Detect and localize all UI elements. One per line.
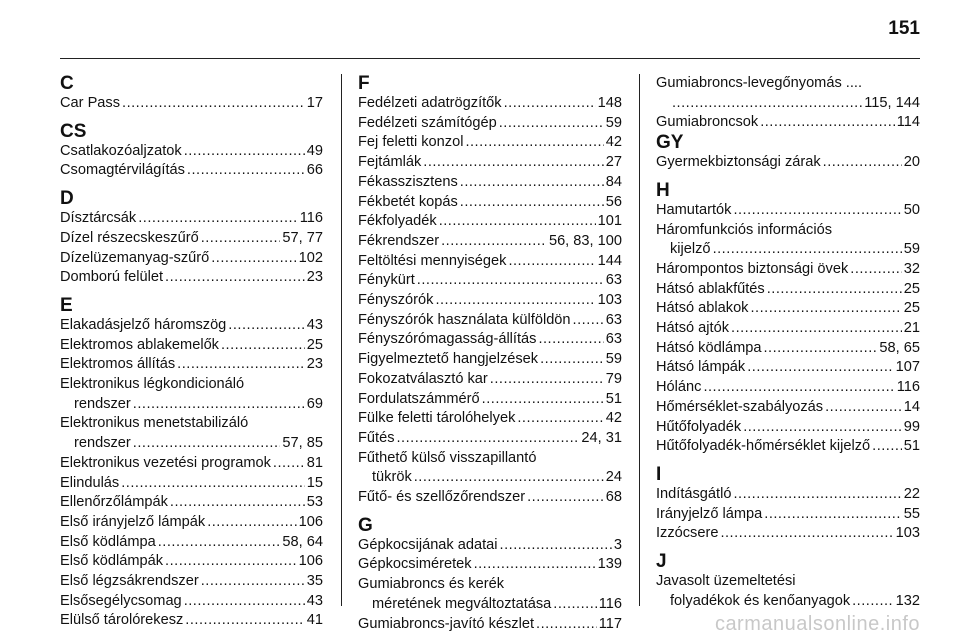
- index-entry-page: 116: [598, 595, 622, 612]
- index-entry: [358, 311, 622, 331]
- index-entry-label: Gumiabroncsok: [656, 114, 759, 131]
- index-entry-label: Dízelüzemanyag-szűrő: [60, 249, 210, 266]
- index-entry-page: 43: [306, 592, 323, 609]
- index-entry-page: 42: [605, 134, 622, 151]
- dot-leader: [767, 280, 902, 300]
- index-entry: [60, 355, 323, 375]
- dot-leader: [536, 615, 597, 635]
- index-entry: [60, 229, 323, 249]
- index-letter-heading: GY: [656, 132, 684, 154]
- index-entry: [656, 398, 920, 418]
- index-entry: [60, 592, 323, 612]
- index-entry-label: Fülke feletti tárolóhelyek: [358, 410, 516, 427]
- index-entry-label: Fűthető külső visszapillantó: [358, 449, 537, 466]
- index-entry-label: Indításgátló: [656, 485, 732, 502]
- index-entry: [656, 505, 920, 525]
- dot-leader: [499, 114, 604, 134]
- dot-leader: [273, 454, 305, 474]
- index-entry-label: Hőmérséklet-szabályozás: [656, 398, 824, 415]
- index-entry: [358, 390, 622, 410]
- index-entry: [358, 575, 622, 614]
- index-entry-page: 101: [597, 213, 622, 230]
- index-entry: [656, 113, 920, 133]
- dot-leader: [852, 592, 894, 612]
- index-entry-page: 115, 144: [864, 94, 920, 111]
- index-entry-page: 116: [299, 210, 323, 227]
- index-entry-label: Elektronikus menetstabilizáló: [60, 415, 249, 432]
- dot-leader: [763, 339, 877, 359]
- index-entry: [656, 74, 920, 113]
- index-entry-label: folyadékok és kenőanyagok: [670, 592, 851, 609]
- index-entry-page: 103: [895, 525, 920, 542]
- index-entry-page: 63: [605, 272, 622, 289]
- index-entry-page: 58, 64: [282, 533, 323, 550]
- index-entry-page: 132: [895, 592, 920, 609]
- dot-leader: [122, 94, 305, 114]
- index-entry-label: Feltöltési mennyiségek: [358, 252, 507, 269]
- index-entry: [656, 201, 920, 221]
- index-column-1: [60, 74, 323, 631]
- dot-leader: [207, 513, 296, 533]
- index-entry-page: 66: [306, 162, 323, 179]
- index-entry-label: Elsősegélycsomag: [60, 592, 182, 609]
- index-entry: [358, 232, 622, 252]
- dot-leader: [121, 474, 305, 494]
- dot-leader: [490, 370, 604, 390]
- index-entry: [358, 555, 622, 575]
- dot-leader: [185, 611, 304, 631]
- index-entry: [358, 133, 622, 153]
- index-entry: [358, 330, 622, 350]
- index-entry-label: Gumiabroncs és kerék: [358, 576, 504, 593]
- dot-leader: [825, 398, 902, 418]
- index-entry-page: 84: [605, 173, 622, 190]
- dot-leader: [750, 299, 901, 319]
- dot-leader: [201, 229, 281, 249]
- index-entry: [60, 316, 323, 336]
- index-entry-label: Dízel részecskeszűrő: [60, 229, 199, 246]
- index-entry-label: Fűtés: [358, 429, 395, 446]
- index-entry-label: Első irányjelző lámpák: [60, 513, 206, 530]
- index-entry-page: 63: [605, 331, 622, 348]
- index-entry-page: 25: [903, 280, 920, 297]
- dot-leader: [500, 536, 612, 556]
- index-entry: [358, 212, 622, 232]
- dot-leader: [850, 260, 902, 280]
- index-entry-page: 144: [597, 252, 622, 269]
- index-entry: [358, 271, 622, 291]
- dot-leader: [527, 488, 604, 508]
- index-entry: [656, 299, 920, 319]
- index-entry: [358, 429, 622, 449]
- index-entry: [656, 572, 920, 611]
- index-entry-page: 57, 85: [282, 435, 323, 452]
- index-entry-label: Fényszórók: [358, 292, 434, 309]
- index-entry-page: 51: [903, 438, 920, 455]
- index-letter-heading: J: [656, 551, 667, 573]
- index-entry-label: Elektronikus légkondicionáló: [60, 376, 245, 393]
- index-entry-label: Fedélzeti adatrögzítők: [358, 95, 502, 111]
- dot-leader: [720, 524, 893, 544]
- index-entry-label: Fordulatszámmérő: [358, 390, 480, 407]
- index-entry: [656, 437, 920, 457]
- index-entry: [358, 252, 622, 272]
- index-entry: [656, 378, 920, 398]
- index-entry: [60, 209, 323, 229]
- dot-leader: [760, 113, 895, 133]
- index-entry-page: 139: [597, 556, 622, 573]
- index-entry-page: 50: [903, 201, 920, 218]
- index-entry-page: 22: [903, 485, 920, 502]
- index-entry-label: Fényszórók használata külföldön: [358, 311, 571, 328]
- index-letter-heading: CS: [60, 120, 87, 142]
- index-entry-page: 20: [903, 154, 920, 171]
- index-entry-page: 21: [903, 320, 920, 337]
- index-entry: [656, 485, 920, 505]
- index-entry-page: 49: [306, 142, 323, 159]
- index-entry-label: Irányjelző lámpa: [656, 505, 763, 522]
- index-entry: [60, 454, 323, 474]
- index-entry-page: 56: [605, 193, 622, 210]
- index-entry-page: 17: [306, 95, 323, 111]
- dot-leader: [397, 429, 580, 449]
- index-entry-page: 148: [597, 95, 622, 111]
- index-entry-page: 99: [903, 418, 920, 435]
- dot-leader: [184, 142, 305, 162]
- index-entry-label: Fékrendszer: [358, 232, 440, 249]
- index-entry: [358, 536, 622, 556]
- index-entry-page: 53: [306, 494, 323, 511]
- index-entry-label: Hátsó ködlámpa: [656, 339, 762, 356]
- index-entry: [60, 572, 323, 592]
- index-entry-page: 23: [306, 269, 323, 286]
- index-letter-heading: F: [358, 73, 370, 94]
- index-entry-page: 69: [306, 395, 323, 412]
- index-letter-heading: I: [656, 463, 662, 485]
- dot-leader: [165, 552, 297, 572]
- watermark: carmanualsonline.info: [714, 613, 920, 635]
- dot-leader: [228, 316, 304, 336]
- index-entry: [60, 94, 323, 114]
- dot-leader: [417, 271, 604, 291]
- index-entry-label: Hátsó ablakfűtés: [656, 280, 765, 297]
- index-entry-label: Hárompontos biztonsági övek: [656, 260, 849, 277]
- dot-leader: [423, 153, 604, 173]
- index-entry: [60, 375, 323, 414]
- index-entry-page: 24, 31: [581, 429, 622, 446]
- index-entry-label: Csatlakozóaljzatok: [60, 142, 182, 159]
- index-entry: [60, 142, 323, 162]
- index-entry-page: 42: [605, 410, 622, 427]
- index-column-3: [656, 74, 920, 611]
- index-entry-page: 25: [903, 300, 920, 317]
- index-entry-label: Gumiabroncs-javító készlet: [358, 615, 535, 632]
- index-entry: [60, 493, 323, 513]
- dot-leader: [517, 409, 603, 429]
- dot-leader: [743, 418, 902, 438]
- index-entry-label: Domború felület: [60, 269, 164, 286]
- column-divider: [639, 74, 640, 606]
- index-entry-page: 32: [903, 260, 920, 277]
- dot-leader: [465, 133, 603, 153]
- index-entry: [358, 193, 622, 213]
- index-entry-page: 79: [605, 370, 622, 387]
- index-entry-label: Gyermekbiztonsági zárak: [656, 154, 821, 171]
- dot-leader: [414, 468, 604, 488]
- index-letter-heading: E: [60, 294, 73, 316]
- index-entry-page: 15: [306, 474, 323, 491]
- index-entry: [656, 319, 920, 339]
- index-entry-page: 23: [306, 356, 323, 373]
- index-entry: [358, 153, 622, 173]
- index-letter-heading: C: [60, 73, 74, 94]
- index-entry: [60, 336, 323, 356]
- index-entry: [60, 611, 323, 631]
- dot-leader: [460, 173, 604, 193]
- index-entry-label: Elülső tárolórekesz: [60, 612, 184, 629]
- index-entry-page: 27: [605, 154, 622, 171]
- index-entry-page: 63: [605, 311, 622, 328]
- dot-leader: [177, 355, 305, 375]
- index-entry: [358, 173, 622, 193]
- index-entry-page: 51: [605, 390, 622, 407]
- index-letter-heading: D: [60, 188, 74, 210]
- index-entry-label: Első ködlámpa: [60, 533, 156, 550]
- index-entry: [656, 358, 920, 378]
- index-entry: [656, 280, 920, 300]
- index-entry: [60, 533, 323, 553]
- dot-leader: [201, 572, 305, 592]
- index-entry: [60, 474, 323, 494]
- index-entry-page: 56, 83, 100: [548, 232, 622, 249]
- index-entry-label: Fokozatválasztó kar: [358, 370, 488, 387]
- index-entry-label: Fej feletti konzol: [358, 134, 464, 151]
- index-entry: [358, 114, 622, 134]
- index-entry-page: 116: [896, 379, 920, 396]
- index-entry-label: Fékfolyadék: [358, 213, 437, 230]
- index-entry: [358, 409, 622, 429]
- dot-leader: [703, 378, 894, 398]
- dot-leader: [133, 434, 281, 454]
- dot-leader: [508, 252, 595, 272]
- index-entry: [656, 260, 920, 280]
- index-entry: [358, 94, 622, 114]
- index-entry-label: Gépkocsiméretek: [358, 556, 472, 573]
- index-entry-label: Figyelmeztető hangjelzések: [358, 351, 539, 368]
- dot-leader: [133, 395, 305, 415]
- index-entry-label: kijelző: [670, 241, 711, 258]
- dot-leader: [872, 437, 902, 457]
- index-entry-label: Javasolt üzemeltetési: [656, 573, 796, 590]
- index-entry: [60, 249, 323, 269]
- index-column-2: [358, 74, 622, 634]
- index-entry-label: Háromfunkciós információs: [656, 221, 832, 238]
- index-entry-page: 14: [903, 398, 920, 415]
- dot-leader: [538, 330, 603, 350]
- dot-leader: [573, 311, 604, 331]
- index-entry-label: Fénykürt: [358, 272, 415, 289]
- index-entry-label: Fékasszisztens: [358, 173, 458, 190]
- index-entry-label: Hamutartók: [656, 201, 732, 218]
- index-entry: [60, 513, 323, 533]
- index-entry-page: 81: [306, 454, 323, 471]
- page-number: 151: [888, 18, 920, 39]
- dot-leader: [187, 161, 305, 181]
- index-entry-label: Hátsó ablakok: [656, 300, 749, 317]
- index-entry-page: 43: [306, 316, 323, 333]
- index-letter-heading: H: [656, 179, 670, 201]
- dot-leader: [504, 94, 596, 114]
- dot-leader: [184, 592, 305, 612]
- dot-leader: [211, 249, 296, 269]
- index-entry-label: Hólánc: [656, 379, 702, 396]
- index-entry-page: 24: [605, 469, 622, 486]
- index-entry: [358, 615, 622, 635]
- dot-leader: [482, 390, 604, 410]
- index-entry-label: rendszer: [74, 395, 131, 412]
- index-entry-label: Elektromos ablakemelők: [60, 336, 219, 353]
- dot-leader: [823, 153, 902, 173]
- index-entry-label: Hátsó ajtók: [656, 320, 730, 337]
- index-entry-page: 25: [306, 336, 323, 353]
- index-entry: [60, 268, 323, 288]
- index-entry: [358, 291, 622, 311]
- index-entry-label: Első ködlámpák: [60, 553, 164, 570]
- index-entry: [358, 488, 622, 508]
- index-entry-label: Elakadásjelző háromszög: [60, 316, 227, 333]
- index-entry: [60, 552, 323, 572]
- index-entry-page: 114: [896, 114, 920, 131]
- index-entry: [60, 161, 323, 181]
- dot-leader: [165, 268, 305, 288]
- dot-leader: [460, 193, 604, 213]
- index-entry-label: méretének megváltoztatása: [372, 595, 552, 612]
- dot-leader: [474, 555, 596, 575]
- index-entry-page: 102: [298, 249, 323, 266]
- dot-leader: [540, 350, 604, 370]
- index-entry-label: Elektromos állítás: [60, 356, 176, 373]
- dot-leader: [441, 232, 547, 252]
- index-entry: [358, 370, 622, 390]
- index-entry-page: 117: [598, 615, 622, 632]
- dot-leader: [731, 319, 902, 339]
- index-entry: [358, 449, 622, 488]
- index-entry-page: 59: [605, 351, 622, 368]
- index-entry-page: 59: [903, 241, 920, 258]
- dot-leader: [733, 485, 901, 505]
- index-entry-label: Dísztárcsák: [60, 210, 137, 227]
- index-entry-page: 59: [605, 114, 622, 131]
- index-entry-label: Fedélzeti számítógép: [358, 114, 497, 131]
- dot-leader: [747, 358, 893, 378]
- index-entry-label: Csomagtérvilágítás: [60, 162, 185, 179]
- index-entry-page: 3: [613, 536, 622, 553]
- dot-leader: [138, 209, 298, 229]
- index-entry: [358, 350, 622, 370]
- index-entry-label: Hátsó lámpák: [656, 359, 746, 376]
- index-entry-page: 41: [306, 612, 323, 629]
- index-entry: [656, 153, 920, 173]
- index-entry-label: Hűtőfolyadék: [656, 418, 742, 435]
- dot-leader: [672, 94, 862, 114]
- index-entry-label: Hűtőfolyadék-hőmérséklet kijelző: [656, 438, 871, 455]
- dot-leader: [764, 505, 902, 525]
- index-entry-page: 35: [306, 573, 323, 590]
- index-entry-label: Elindulás: [60, 474, 120, 491]
- index-entry: [656, 418, 920, 438]
- index-entry-label: Fékbetét kopás: [358, 193, 458, 210]
- index-entry-label: Gumiabroncs-levegőnyomás ....: [656, 75, 863, 91]
- index-entry-page: 55: [903, 505, 920, 522]
- column-divider: [341, 74, 342, 606]
- index-entry-label: rendszer: [74, 435, 131, 452]
- index-entry-label: tükrök: [372, 469, 412, 486]
- index-entry: [656, 339, 920, 359]
- index-entry-page: 57, 77: [282, 229, 323, 246]
- dot-leader: [435, 291, 595, 311]
- index-entry-label: Car Pass: [60, 95, 121, 111]
- dot-leader: [733, 201, 901, 221]
- dot-leader: [170, 493, 305, 513]
- header-rule: [60, 58, 920, 59]
- index-entry-label: Izzócsere: [656, 525, 719, 542]
- index-entry-label: Gépkocsijának adatai: [358, 536, 498, 553]
- index-entry: [656, 524, 920, 544]
- index-entry: [656, 221, 920, 260]
- dot-leader: [439, 212, 596, 232]
- index-entry-page: 68: [605, 489, 622, 506]
- index-entry-label: Első légzsákrendszer: [60, 573, 199, 590]
- index-entry-label: Fűtő- és szellőzőrendszer: [358, 489, 526, 506]
- index-entry-page: 58, 65: [879, 339, 920, 356]
- index-entry-label: Fejtámlák: [358, 154, 422, 171]
- index-entry-page: 107: [895, 359, 920, 376]
- dot-leader: [221, 336, 305, 356]
- index-entry-page: 103: [597, 292, 622, 309]
- index-entry-page: 106: [298, 553, 323, 570]
- dot-leader: [158, 533, 281, 553]
- index-letter-heading: G: [358, 514, 373, 536]
- dot-leader: [553, 595, 596, 615]
- index-entry-label: Ellenőrzőlámpák: [60, 494, 168, 511]
- index-entry: [60, 414, 323, 453]
- index-entry-label: Fényszórómagasság-állítás: [358, 331, 537, 348]
- index-entry-page: 106: [298, 513, 323, 530]
- index-entry-label: Elektronikus vezetési programok: [60, 454, 271, 471]
- dot-leader: [713, 240, 902, 260]
